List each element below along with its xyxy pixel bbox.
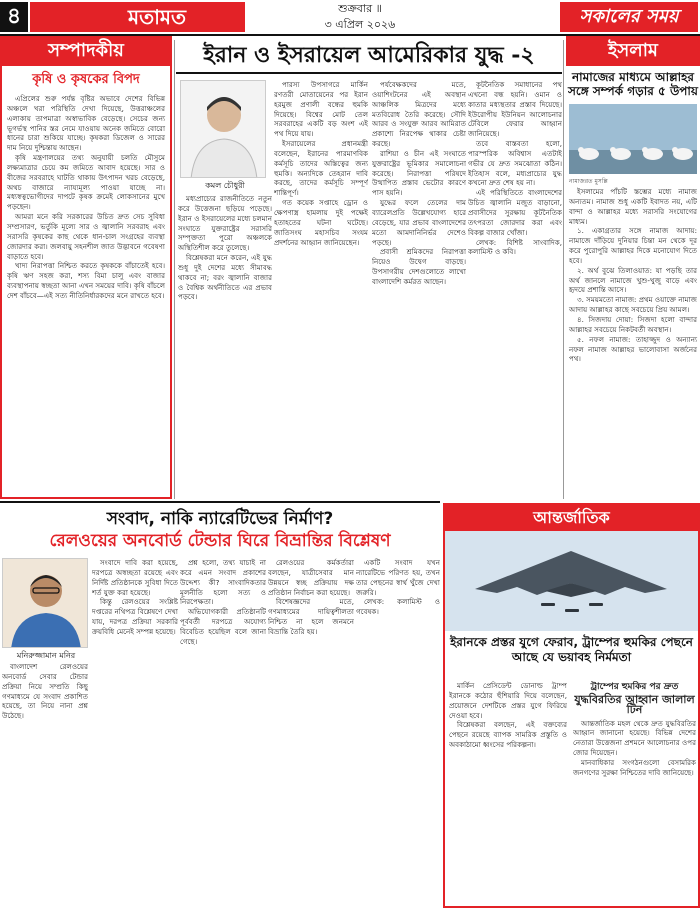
- main-author-figure: [180, 80, 270, 190]
- lower-paragraph: একটি সংবাদ যখন ন্যারেটিভে পরিণত হয়, তখন তার পেছনের স্বার্থ খুঁজে দেখা জরুরি।: [356, 558, 440, 597]
- editorial-body: [2, 94, 170, 301]
- main-column: [372, 80, 466, 499]
- lower-author-figure: [2, 558, 90, 663]
- column-divider: [174, 40, 175, 499]
- islam-paragraph: ৫. নফল নামাজ: তাহাজ্জুদ ও অন্যান্য নফল নামাজ আল্লাহর ভালোবাসা অর্জনের পথ।: [569, 334, 697, 364]
- islam-paragraph: ২. অর্থ বুঝে তিলাওয়াত: যা পড়ছি তার অর্থ জানলে নামাজে খুশু-খুজু বাড়ে এবং হৃদয়ে প্রশান্তি আসে।: [569, 265, 697, 295]
- main-paragraph: ইসরায়েলের প্রধানমন্ত্রী বলেছেন, ইরানের পারমাণবিক কর্মসূচি তাদের অস্তিত্বের জন্য হুমকি। অন্যদিকে তেহরান দাবি করছে, তাদের কর্মসূচি সম্পূর্ণ শান্তিপূর্ণ।: [274, 139, 368, 198]
- international-subhead-main[interactable]: যুদ্ধবিরতির আহ্বান জালাল টিন: [574, 692, 695, 716]
- main-author-note: লেখক: বিশিষ্ট সাংবাদিক, কলামিস্ট ও কবি।: [468, 237, 562, 257]
- main-column: [178, 194, 272, 499]
- prayer-photo-icon: [569, 104, 697, 174]
- person-icon: [181, 81, 266, 178]
- international-photo: [445, 531, 698, 631]
- islam-paragraph: ৪. সিজদায় দোয়া: সিজদা হলো বান্দার আল্লাহর সবচেয়ে নিকটবর্তী অবস্থান।: [569, 314, 697, 334]
- lower-paragraph: বিশেষজ্ঞদের মতে, গণমাধ্যমের দায়িত্বশীলতা নিশ্চিত না হলে জনমনে বিভ্রান্তি তৈরি হয়।: [268, 597, 354, 636]
- lower-author-name: মনিরুজ্জামান মনির: [16, 651, 76, 660]
- international-paragraph: মার্কিন প্রেসিডেন্ট ডোনাল্ড ট্রাম্প ইরানকে কঠোর হুঁশিয়ারি দিয়ে বলেছেন, প্রয়োজনে দেশটিকে প্রস্তর যুগে ফিরিয়ে দেওয়া হবে।: [449, 681, 567, 720]
- islam-paragraph: ৩. সময়মতো নামাজ: প্রথম ওয়াক্তে নামাজ আদায় আল্লাহর কাছে সবচেয়ে প্রিয় আমল।: [569, 295, 697, 315]
- lower-paragraph: সংবাদে দাবি করা হয়েছে, দরপত্রে অস্বচ্ছতা রয়েছে এবং নির্দিষ্ট প্রতিষ্ঠানকে সুবিধা দিতে শর্ত যুক্ত করা হয়েছে।: [92, 558, 178, 597]
- lower-paragraph: অভিযোগকারী প্রতিষ্ঠানটি পূর্ববর্তী দরপত্রে অযোগ্য বিবেচিত হয়েছিল বলে জানা গেছে।: [180, 607, 266, 646]
- lower-headline[interactable]: রেলওয়ের অনবোর্ড টেন্ডার ঘিরে বিভ্রান্তির বিশ্লেষণ: [49, 531, 391, 551]
- international-paragraph: মানবাধিকার সংগঠনগুলো বেসামরিক জনগণের সুরক্ষা নিশ্চিতের দাবি জানিয়েছে।: [573, 757, 696, 777]
- masthead: [0, 0, 700, 36]
- main-headline[interactable]: ইরান ও ইসরায়েল আমেরিকার যুদ্ধ -২: [176, 36, 562, 74]
- lower-author-note: লেখক: কলামিস্ট ও গবেষক।: [356, 597, 440, 617]
- newspaper-logo[interactable]: সকালের সময়: [560, 2, 698, 32]
- islam-photo: [569, 104, 697, 174]
- main-author-name: কমল চৌধুরী: [205, 181, 245, 190]
- islam-body: [566, 187, 700, 364]
- international-column: [573, 681, 696, 906]
- international-box-title: আন্তর্জাতিক: [445, 505, 698, 531]
- author-portrait: [2, 558, 88, 648]
- main-paragraph: রাশিয়া ও চীন এই সংঘাতে যুক্তরাষ্ট্রের ভূমিকার সমালোচনা করেছে। নিরাপত্তা পরিষদে উত্থাপিত প্রস্তাব ভেটোর কারণে পাস হয়নি।: [372, 148, 466, 198]
- editorial-box: [0, 36, 172, 499]
- islam-paragraph: ইসলামের পাঁচটি স্তম্ভের মধ্যে নামাজ অন্যতম। নামাজ শুধু একটি ইবাদত নয়, এটি বান্দা ও আল্লাহর মধ্যে সরাসরি সংযোগের মাধ্যম।: [569, 187, 697, 226]
- islam-photo-caption: নামাজরত মুসল্লি: [569, 178, 608, 185]
- author-portrait: [180, 80, 266, 178]
- lower-column: [180, 558, 266, 908]
- main-paragraph: এই পরিস্থিতিতে বাংলাদেশের উচিত জ্বালানি মজুত বাড়ানো, প্রবাসীদের সুরক্ষায় কূটনৈতিক তৎপরতা জোরদার করা এবং বিকল্প বাজার খোঁজা।: [468, 188, 562, 237]
- page-number: ৪: [0, 2, 28, 32]
- section-rule: [0, 501, 440, 503]
- editorial-paragraph: খাদ্য নিরাপত্তা নিশ্চিত করতে কৃষককে বাঁচাতেই হবে। কৃষি ঋণ সহজ করা, শস্য বিমা চালু এবং বাজার ব্যবস্থাপনায় স্বচ্ছতা আনা এখন সময়ের দাবি। কৃষি বাঁচলে দেশ বাঁচবে—এই সত্য নীতিনির্ধারকদের মনে রাখতে হবে।: [7, 261, 165, 300]
- editorial-paragraph: কৃষি মন্ত্রণালয়ের তথ্য অনুযায়ী চলতি মৌসুমে লক্ষ্যমাত্রার চেয়ে কম জমিতে আবাদ হয়েছে। সার ও বীজের সরবরাহে ঘাটতি থাকায় উৎপাদন খরচ বেড়েছে, অথচ বাজারে ন্যায্যমূল্য পাওয়া যাচ্ছে না। মধ্যস্বত্বভোগীদের দাপটে কৃষক ক্রমেই লোকসানের মুখে পড়ছেন।: [7, 153, 165, 212]
- issue-day: শুক্রবার ॥: [338, 2, 382, 15]
- international-column: [449, 681, 567, 906]
- issue-date: [250, 1, 470, 33]
- section-label: মতামত: [30, 2, 245, 32]
- lower-kicker: সংবাদ, নাকি ন্যারেটিভের নির্মাণ?: [106, 509, 334, 529]
- international-box: [443, 503, 700, 908]
- international-headline[interactable]: ইরানকে প্রস্তর যুগে ফেরাব, ট্রাম্পের হুমকির পেছনে আছে যে ভয়াবহ নির্মমতা: [450, 635, 693, 664]
- issue-date-text: ৩ এপ্রিল ২০২৬: [324, 18, 396, 31]
- lower-column: [356, 558, 440, 908]
- lower-paragraph: রেলওয়ের কর্মকর্তারা বলছেন, যাত্রীসেবার মান উন্নয়নে স্বচ্ছ প্রক্রিয়ায় দক্ষ প্রতিষ্ঠান নির্বাচন করা হয়েছে।: [268, 558, 354, 597]
- lower-column: [268, 558, 354, 908]
- editorial-paragraph: এপ্রিলের শুরু পর্যন্ত বৃষ্টির অভাবে দেশের বিভিন্ন অঞ্চলে খরা পরিস্থিতি দেখা দিয়েছে, উত্তরাঞ্চলের এলাকায় তাপমাত্রা অস্বাভাবিক বেড়েছে। সেচের জন্য ভূগর্ভস্থ পানির স্তর নেমে যাওয়ায় অনেক জমিতে বোরো ধানের চারা শুকিয়ে যাচ্ছে। কৃষকরা ডিজেল ও সারের দাম নিয়ে দুশ্চিন্তায় আছেন।: [7, 94, 165, 153]
- lower-column: [2, 662, 88, 908]
- main-paragraph: বিশ্লেষকরা মনে করেন, এই যুদ্ধ শুধু দুই দেশের মধ্যে সীমাবদ্ধ থাকবে না; বরং জ্বালানি বাজার ও বৈশ্বিক অর্থনীতিতে এর প্রভাব পড়বে।: [178, 253, 272, 302]
- islam-paragraph: ১. একাগ্রতার সঙ্গে নামাজ আদায়: নামাজে দাঁড়িয়ে দুনিয়ার চিন্তা মন থেকে দূর করে পুরোপুরি আল্লাহর দিকে মনোযোগ দিতে হবে।: [569, 226, 697, 265]
- editorial-title[interactable]: কৃষি ও কৃষকের বিপদ: [32, 72, 140, 87]
- lower-column: [92, 558, 178, 908]
- islam-box-title: ইসলাম: [566, 36, 700, 66]
- column-divider: [563, 40, 564, 499]
- lower-paragraph: প্রশ্ন হলো, তথ্য যাচাই না করে এমন সংবাদ প্রকাশের উদ্দেশ্য কী? সাংবাদিকতার মূলনীতি হলো সত্য ও নিরপেক্ষতা।: [180, 558, 266, 607]
- person-icon: [3, 559, 88, 648]
- main-paragraph: প্রবাসী শ্রমিকদের নিরাপত্তা নিয়েও উদ্বেগ বাড়ছে। উপসাগরীয় দেশগুলোতে লাখো বাংলাদেশি কর্মরত আছেন।: [372, 247, 466, 286]
- international-subhead[interactable]: ট্রাম্পের হুমকির পর দ্রুত: [590, 682, 679, 692]
- main-paragraph: গত কয়েক সপ্তাহে ড্রোন ও ক্ষেপণাস্ত্র হামলায় দুই পক্ষেই হতাহতের ঘটনা ঘটেছে। জাতিসংঘ মহাসচিব সংযম প্রদর্শনের আহ্বান জানিয়েছেন।: [274, 198, 368, 247]
- main-paragraph: তবে বাস্তবতা হলো, পারস্পরিক অবিশ্বাস এতটাই গভীর যে দ্রুত সমঝোতা কঠিন। ইতিহাস বলে, মধ্যপ্রাচ্যের যুদ্ধ কখনো দ্রুত শেষ হয় না।: [468, 139, 562, 188]
- editorial-paragraph: আমরা মনে করি সরকারের উচিত দ্রুত সেচ সুবিধা সম্প্রসারণ, ভর্তুকি মূল্যে সার ও জ্বালানি সরবরাহ এবং সরাসরি কৃষকের কাছ থেকে ধান-চাল সংগ্রহের ব্যবস্থা জোরদার করা। জলবায়ু সহনশীল জাত উদ্ভাবনে গবেষণা বাড়াতে হবে।: [7, 212, 165, 261]
- islam-headline[interactable]: নামাজের মাধ্যমে আল্লাহর সঙ্গে সম্পর্ক গড়ার ৫ উপায়: [568, 70, 698, 98]
- main-paragraph: মধ্যপ্রাচ্যের রাজনীতিতে নতুন করে উত্তেজনা ছড়িয়ে পড়েছে। ইরান ও ইসরায়েলের মধ্যে চলমান সংঘাতে যুক্তরাষ্ট্রের সরাসরি সম্পৃক্ততা পুরো অঞ্চলকে অস্থিতিশীল করে তুলেছে।: [178, 194, 272, 253]
- lower-paragraph: বাংলাদেশ রেলওয়ের অনবোর্ড সেবার টেন্ডার প্রক্রিয়া নিয়ে সম্প্রতি কিছু গণমাধ্যমে যে সংবাদ প্রকাশিত হয়েছে, তা নিয়ে নানা প্রশ্ন উঠেছে।: [2, 662, 88, 721]
- international-paragraph: বিশ্লেষকরা বলছেন, এই বক্তব্যের পেছনে রয়েছে ব্যাপক সামরিক প্রস্তুতি ও অবকাঠামো ধ্বংসের পরিকল্পনা।: [449, 720, 567, 750]
- international-paragraph: আন্তর্জাতিক মহল থেকে দ্রুত যুদ্ধবিরতির আহ্বান জানানো হয়েছে। বিভিন্ন দেশের নেতারা উত্তেজনা প্রশমনে আলোচনার ওপর জোর দিয়েছেন।: [573, 718, 696, 758]
- main-paragraph: পর্যবেক্ষকদের মতে, ওয়াশিংটনের এই অবস্থান আঞ্চলিক মিত্রদের মধ্যে মতবিরোধ তৈরি করেছে। সৌদি আরব ও সংযুক্ত আরব আমিরাত প্রকাশ্যে নিরপেক্ষ থাকার চেষ্টা করছে।: [372, 80, 466, 149]
- main-column: [468, 80, 562, 499]
- islam-box: [566, 36, 700, 499]
- main-paragraph: যুদ্ধের ফলে তেলের দাম ব্যারেলপ্রতি উল্লেখযোগ্য হারে বেড়েছে, যার প্রভাব বাংলাদেশের মতো আমদানিনির্ভর দেশেও পড়ছে।: [372, 198, 466, 247]
- stealth-bomber-icon: [445, 531, 698, 631]
- lower-paragraph: কিন্তু রেলওয়ের সংশ্লিষ্ট দপ্তরের নথিপত্র বিশ্লেষণে দেখা যায়, দরপত্র প্রক্রিয়া সরকারি ক্রয়বিধি মেনেই সম্পন্ন হয়েছে।: [92, 597, 178, 636]
- main-column: [274, 80, 368, 499]
- main-paragraph: কূটনৈতিক সমাধানের পথ এখনো বন্ধ হয়নি। ওমান ও কাতার মধ্যস্থতার প্রস্তাব দিয়েছে। ইউরোপীয় ইউনিয়ন আলোচনার টেবিলে ফেরার আহ্বান জানিয়েছে।: [468, 80, 562, 139]
- main-paragraph: পারস্য উপসাগরে মার্কিন রণতরী মোতায়েনের পর ইরান হরমুজ প্রণালী বন্ধের হুমকি দিয়েছে। বিশ্বের মোট তেল সরবরাহের একটি বড় অংশ এই পথ দিয়ে যায়।: [274, 80, 368, 139]
- editorial-box-title: সম্পাদকীয়: [2, 36, 170, 66]
